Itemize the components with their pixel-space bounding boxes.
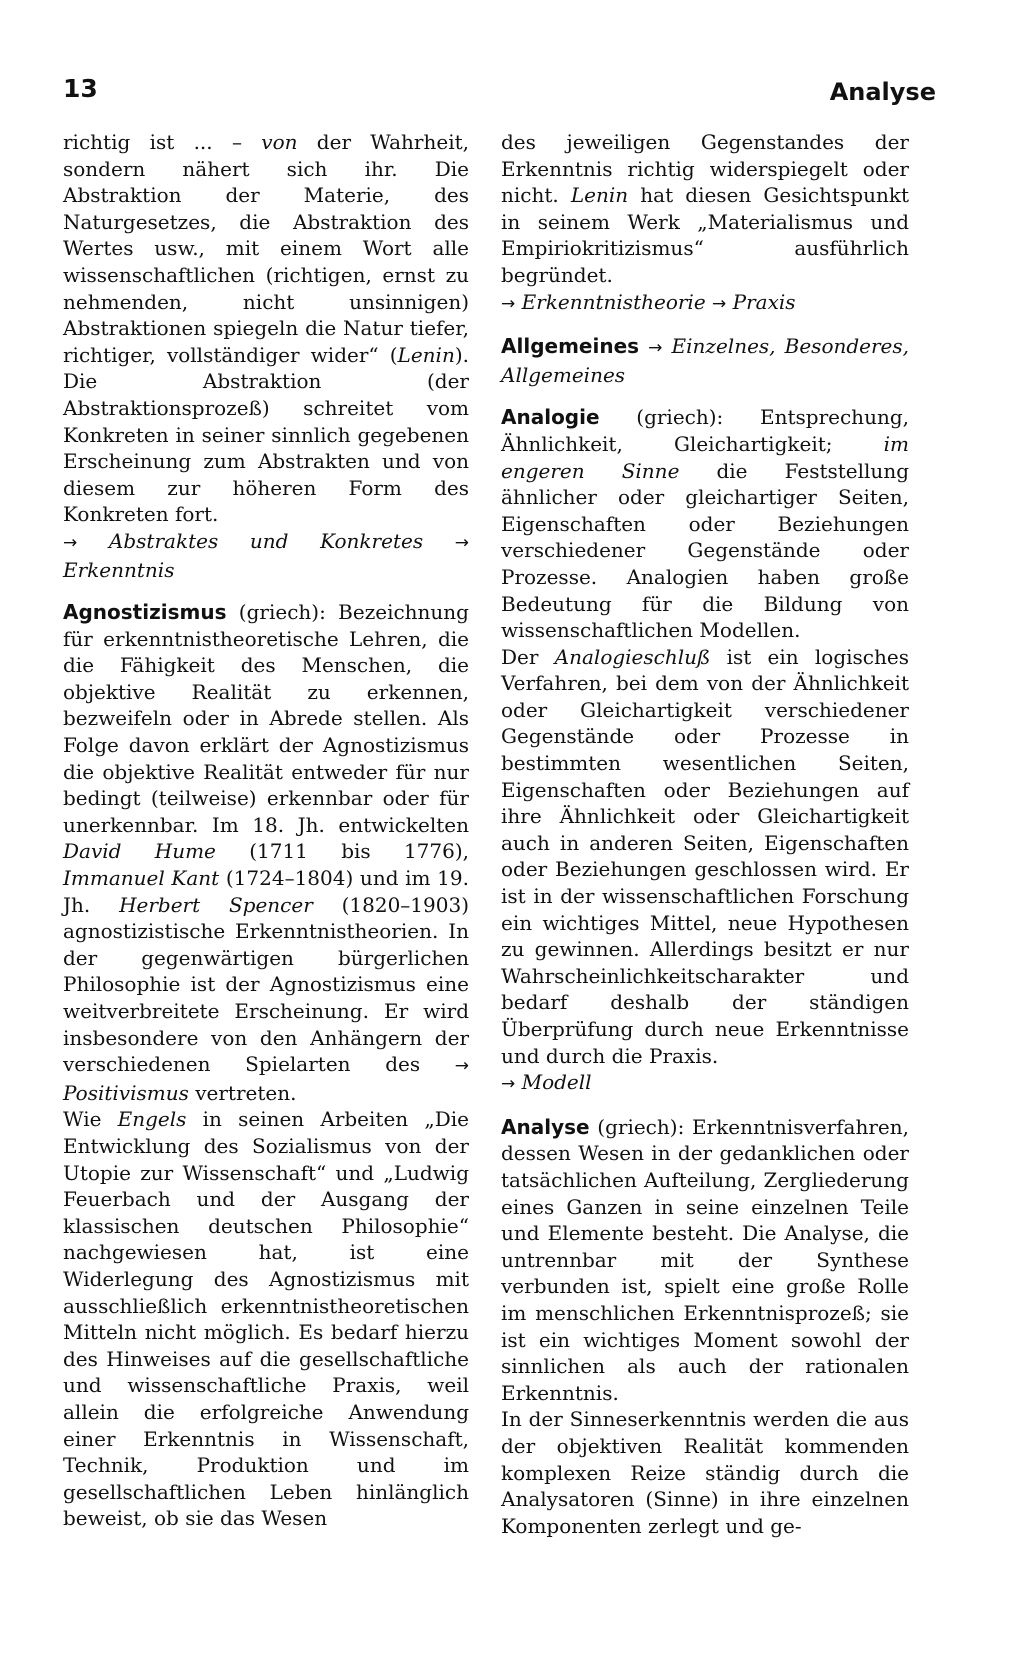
reference-link[interactable]: Einzelnes, Besonderes, Allgemeines: [501, 334, 910, 387]
reference-link[interactable]: Praxis: [732, 289, 796, 314]
abstraction-continued-paragraph: richtig ist ... – von der Wahrheit, sondern nähert sich ihr. Die Abstraktion der Materie, des Naturgesetzes, die Abstraktion des Wertes usw., mit einem Wort alle wissenschaftlichen (richtigen, ernst zu nehmenden, nicht unsinnigen) Abstraktionen spiegeln die Natur tiefer, richtiger, vollständiger wider“ (Lenin). Die Abstraktion (der Abstraktionsprozeß) schreitet vom Konkreten in seiner sinnlich gegebenen Erscheinung zum Abstrakten und von diesem zur höheren Form des Konkreten fort.: [63, 130, 469, 527]
entry-keyword: Allgemeines: [501, 334, 640, 359]
cross-reference-line: [63, 528, 469, 583]
entry-analyse: Analyse (griech): Erkenntnisverfahren, dessen Wesen in der gedanklichen oder tatsächlichen Aufteilung, Zergliederung eines Ganzen in seine einzelnen Teile und Elemente besteht. Die Analyse, die untrennbar mit der Synthese verbunden ist, spielt eine große Rolle im menschlichen Erkenntnisprozeß; sie ist ein wichtiges Moment sowohl der sinnlichen als auch der rationalen Erkenntnis.: [501, 1114, 909, 1405]
reference-link[interactable]: Positivismus: [63, 1080, 189, 1105]
reference-link[interactable]: Abstraktes und Konkretes: [108, 528, 424, 553]
right-column: [501, 129, 909, 1539]
analyse-paragraph-2: In der Sinneserkenntnis werden die aus der objektiven Realität kommenden komplexen Reize ständig durch die Analysatoren (Sinne) in ihre einzelnen Komponenten zerlegt und ge-: [501, 1407, 909, 1538]
arrow-icon: →: [648, 338, 663, 359]
left-column: [63, 129, 469, 1532]
reference-link[interactable]: Erkenntnistheorie: [521, 289, 706, 314]
agnostizismus-paragraph-2: Wie Engels in seinen Arbeiten „Die Entwicklung des Sozialismus von der Utopie zur Wissenschaft“ und „Ludwig Feuerbach und der Ausgang der klassischen deutschen Philosophie“ nachgewiesen hat, ist eine Widerlegung des Agnostizismus mit ausschließlich erkenntnistheoretischen Mitteln nicht möglich. Es bedarf hierzu des Hinweises auf die gesellschaftliche und wissenschaftliche Praxis, weil allein die erfolgreiche Anwendung einer Erkenntnis in Wissenschaft, Technik, Produktion und im gesellschaftlichen Leben hinlänglich beweist, ob sie das Wesen: [63, 1107, 469, 1531]
arrow-icon: →: [454, 532, 470, 553]
entry-agnostizismus: Agnostizismus (griech): Bezeichnung für erkenntnistheoretische Lehren, die die Fähigkeit des Menschen, die objektive Realität zu erkennen, bezweifeln oder in Abrede stellen. Als Folge davon erklärt der Agnostizismus die objektive Realität entweder für nur bedingt (teilweise) erkennbar oder für unerkennbar. Im 18. Jh. entwickelten David Hume (1711 bis 1776), Immanuel Kant (1724–1804) und im 19. Jh. Herbert Spencer (1820–1903) agnostizistische Erkenntnistheorien. In der gegenwärtigen bürgerlichen Philosophie ist der Agnostizismus eine weitverbreitete Erscheinung. Er wird insbesondere von den Anhängern der verschiedenen Spielarten des → Positivismus vertreten.: [63, 600, 470, 1105]
cross-reference-line: [501, 1069, 909, 1098]
arrow-icon: →: [63, 532, 78, 553]
arrow-icon: →: [712, 293, 727, 314]
reference-link[interactable]: Erkenntnis: [63, 557, 175, 582]
arrow-icon: →: [501, 1074, 516, 1095]
reference-link[interactable]: Modell: [521, 1070, 592, 1095]
entry-keyword: Analogie: [501, 405, 600, 430]
agnostizismus-paragraph-2-continued: des jeweiligen Gegenstandes der Erkenntnis richtig widerspiegelt oder nicht. Lenin hat diesen Gesichtspunkt in seinem Werk „Materialismus und Empiriokritizismus“ ausführlich begründet.: [501, 130, 909, 287]
arrow-icon: →: [501, 293, 516, 314]
arrow-icon: →: [454, 1056, 469, 1077]
entry-allgemeines: [501, 333, 909, 388]
cross-reference-line: [501, 289, 909, 318]
running-head: Analyse: [829, 78, 936, 106]
entry-keyword: Agnostizismus: [63, 600, 227, 625]
entry-keyword: Analyse: [501, 1114, 590, 1139]
analogie-paragraph-2: Der Analogieschluß ist ein logisches Verfahren, bei dem von der Ähnlichkeit oder Gleichartigkeit verschiedener Gegenstände oder Prozesse in bestimmten wesentlichen Seiten, Eigenschaften oder Beziehungen auf ihre Ähnlichkeit oder Gleichartigkeit auch in anderen Seiten, Eigenschaften oder Beziehungen geschlossen wird. Er ist in der wissenschaftlichen Forschung ein wichtiges Mittel, neue Hypothesen zu gewinnen. Allerdings besitzt er nur Wahrscheinlichkeitscharakter und bedarf deshalb der ständigen Überprüfung durch neue Erkenntnisse und durch die Praxis.: [501, 644, 909, 1068]
entry-analogie: Analogie (griech): Entsprechung, Ähnlichkeit, Gleichartigkeit; im engeren Sinne die Feststellung ähnlicher oder gleichartiger Seiten, Eigenschaften oder Beziehungen verschiedener Gegenstände oder Prozesse. Analogien haben große Bedeutung für die Bildung von wissenschaftlichen Modellen.: [501, 405, 909, 643]
page-number: 13: [63, 74, 98, 103]
